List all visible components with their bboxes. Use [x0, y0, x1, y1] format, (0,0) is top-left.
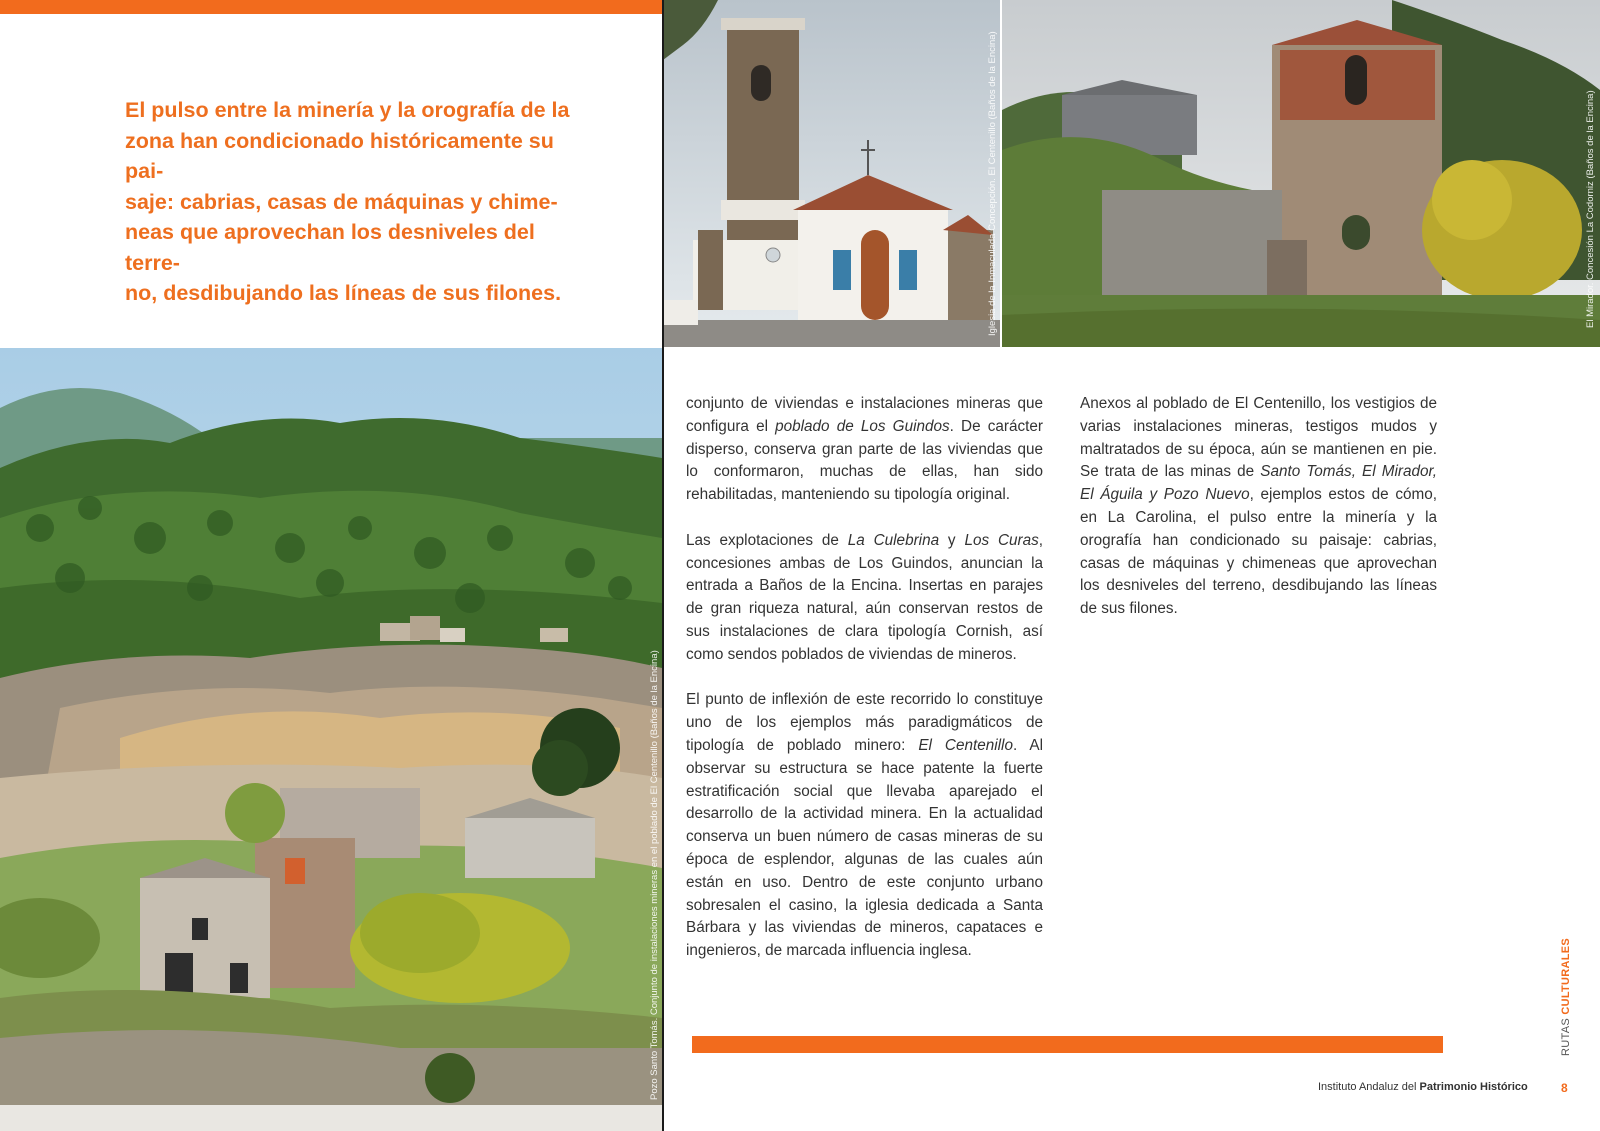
paragraph: Las explotaciones de La Culebrina y Los Curas, concesiones ambas de Los Guindos, anuncian la entrada a Baños de la Encina. Insertas en parajes de gran riqueza natural, aún conservan restos de sus instalaciones de clara tipología Cornish, así como sendos poblados de viviendas de mineros.: [686, 531, 1043, 663]
page-number: 8: [1561, 1081, 1568, 1095]
bottom-accent-bar: [692, 1036, 1443, 1053]
paragraph: conjunto de viviendas e instalaciones mineras que configura el poblado de Los Guindos. De carácter disperso, conserva gran parte de las viviendas que lo conformaron, muchas de ellas, han sido rehabilitadas, manteniendo su tipología original.: [686, 395, 1043, 504]
body-column-2: [1080, 393, 1437, 644]
top-accent-bar: [0, 0, 662, 14]
page-divider: [662, 0, 664, 1131]
bottom-strip: [0, 1105, 662, 1131]
footer-publisher: Instituto Andaluz del Patrimonio Histórico: [1318, 1081, 1528, 1093]
body-column-1: [686, 393, 1043, 986]
mine-ruin-photo: [1002, 0, 1600, 347]
intro-line: saje: cabrias, casas de máquinas y chime-: [125, 189, 558, 214]
ruin-photo-caption: El Mirador. Concesión La Codorniz (Baños de la Encina): [1585, 90, 1596, 328]
mining-landscape-photo: [0, 348, 662, 1105]
church-photo: [663, 0, 1000, 347]
mine-photo-caption: Pozo Santo Tomás. Conjunto de instalaciones mineras en el poblado de El Centenillo (Baños de la Encina): [649, 650, 660, 1100]
church-photo-caption: Iglesia de la Inmaculada Concepción. El Centenillo (Baños de la Encina): [987, 31, 998, 336]
intro-highlight: [125, 95, 585, 309]
intro-line: no, desdibujando las líneas de sus filones.: [125, 281, 562, 305]
section-label: RUTAS CULTURALES: [1560, 937, 1572, 1056]
intro-line: zona han condicionado históricamente su pai-: [125, 128, 554, 183]
intro-line: neas que aprovechan los desniveles del terre-: [125, 220, 535, 275]
intro-line: El pulso entre la minería y la orografía de la: [125, 98, 570, 122]
paragraph: Anexos al poblado de El Centenillo, los vestigios de varias instalaciones mineras, testigos mudos y maltratados de su época, aún se mantienen en pie. Se trata de las minas de Santo Tomás, El Mirador, El Águila y Pozo Nuevo, ejemplos estos de cómo, en La Carolina, el pulso entre la minería y la orografía han condicionado su paisaje: cabrias, casas de máquinas y chimeneas que aprovechan los desniveles del terreno, desdibujando las líneas de sus filones.: [1080, 395, 1437, 618]
paragraph: El punto de inflexión de este recorrido lo constituye uno de los ejemplos más paradigmáticos de tipología de poblado minero: El Centenillo. Al observar su estructura se hace patente la fuerte estratificación social que llevaba aparejado el desarrollo de la actividad minera. En la actualidad conserva un buen número de casas mineras de su época de esplendor, algunas de las cuales aún están en uso. Dentro de este conjunto urbano sobresalen el casino, la iglesia dedicada a Santa Bárbara y las viviendas de mineros, capataces e ingenieros, de marcada influencia inglesa.: [686, 691, 1043, 960]
